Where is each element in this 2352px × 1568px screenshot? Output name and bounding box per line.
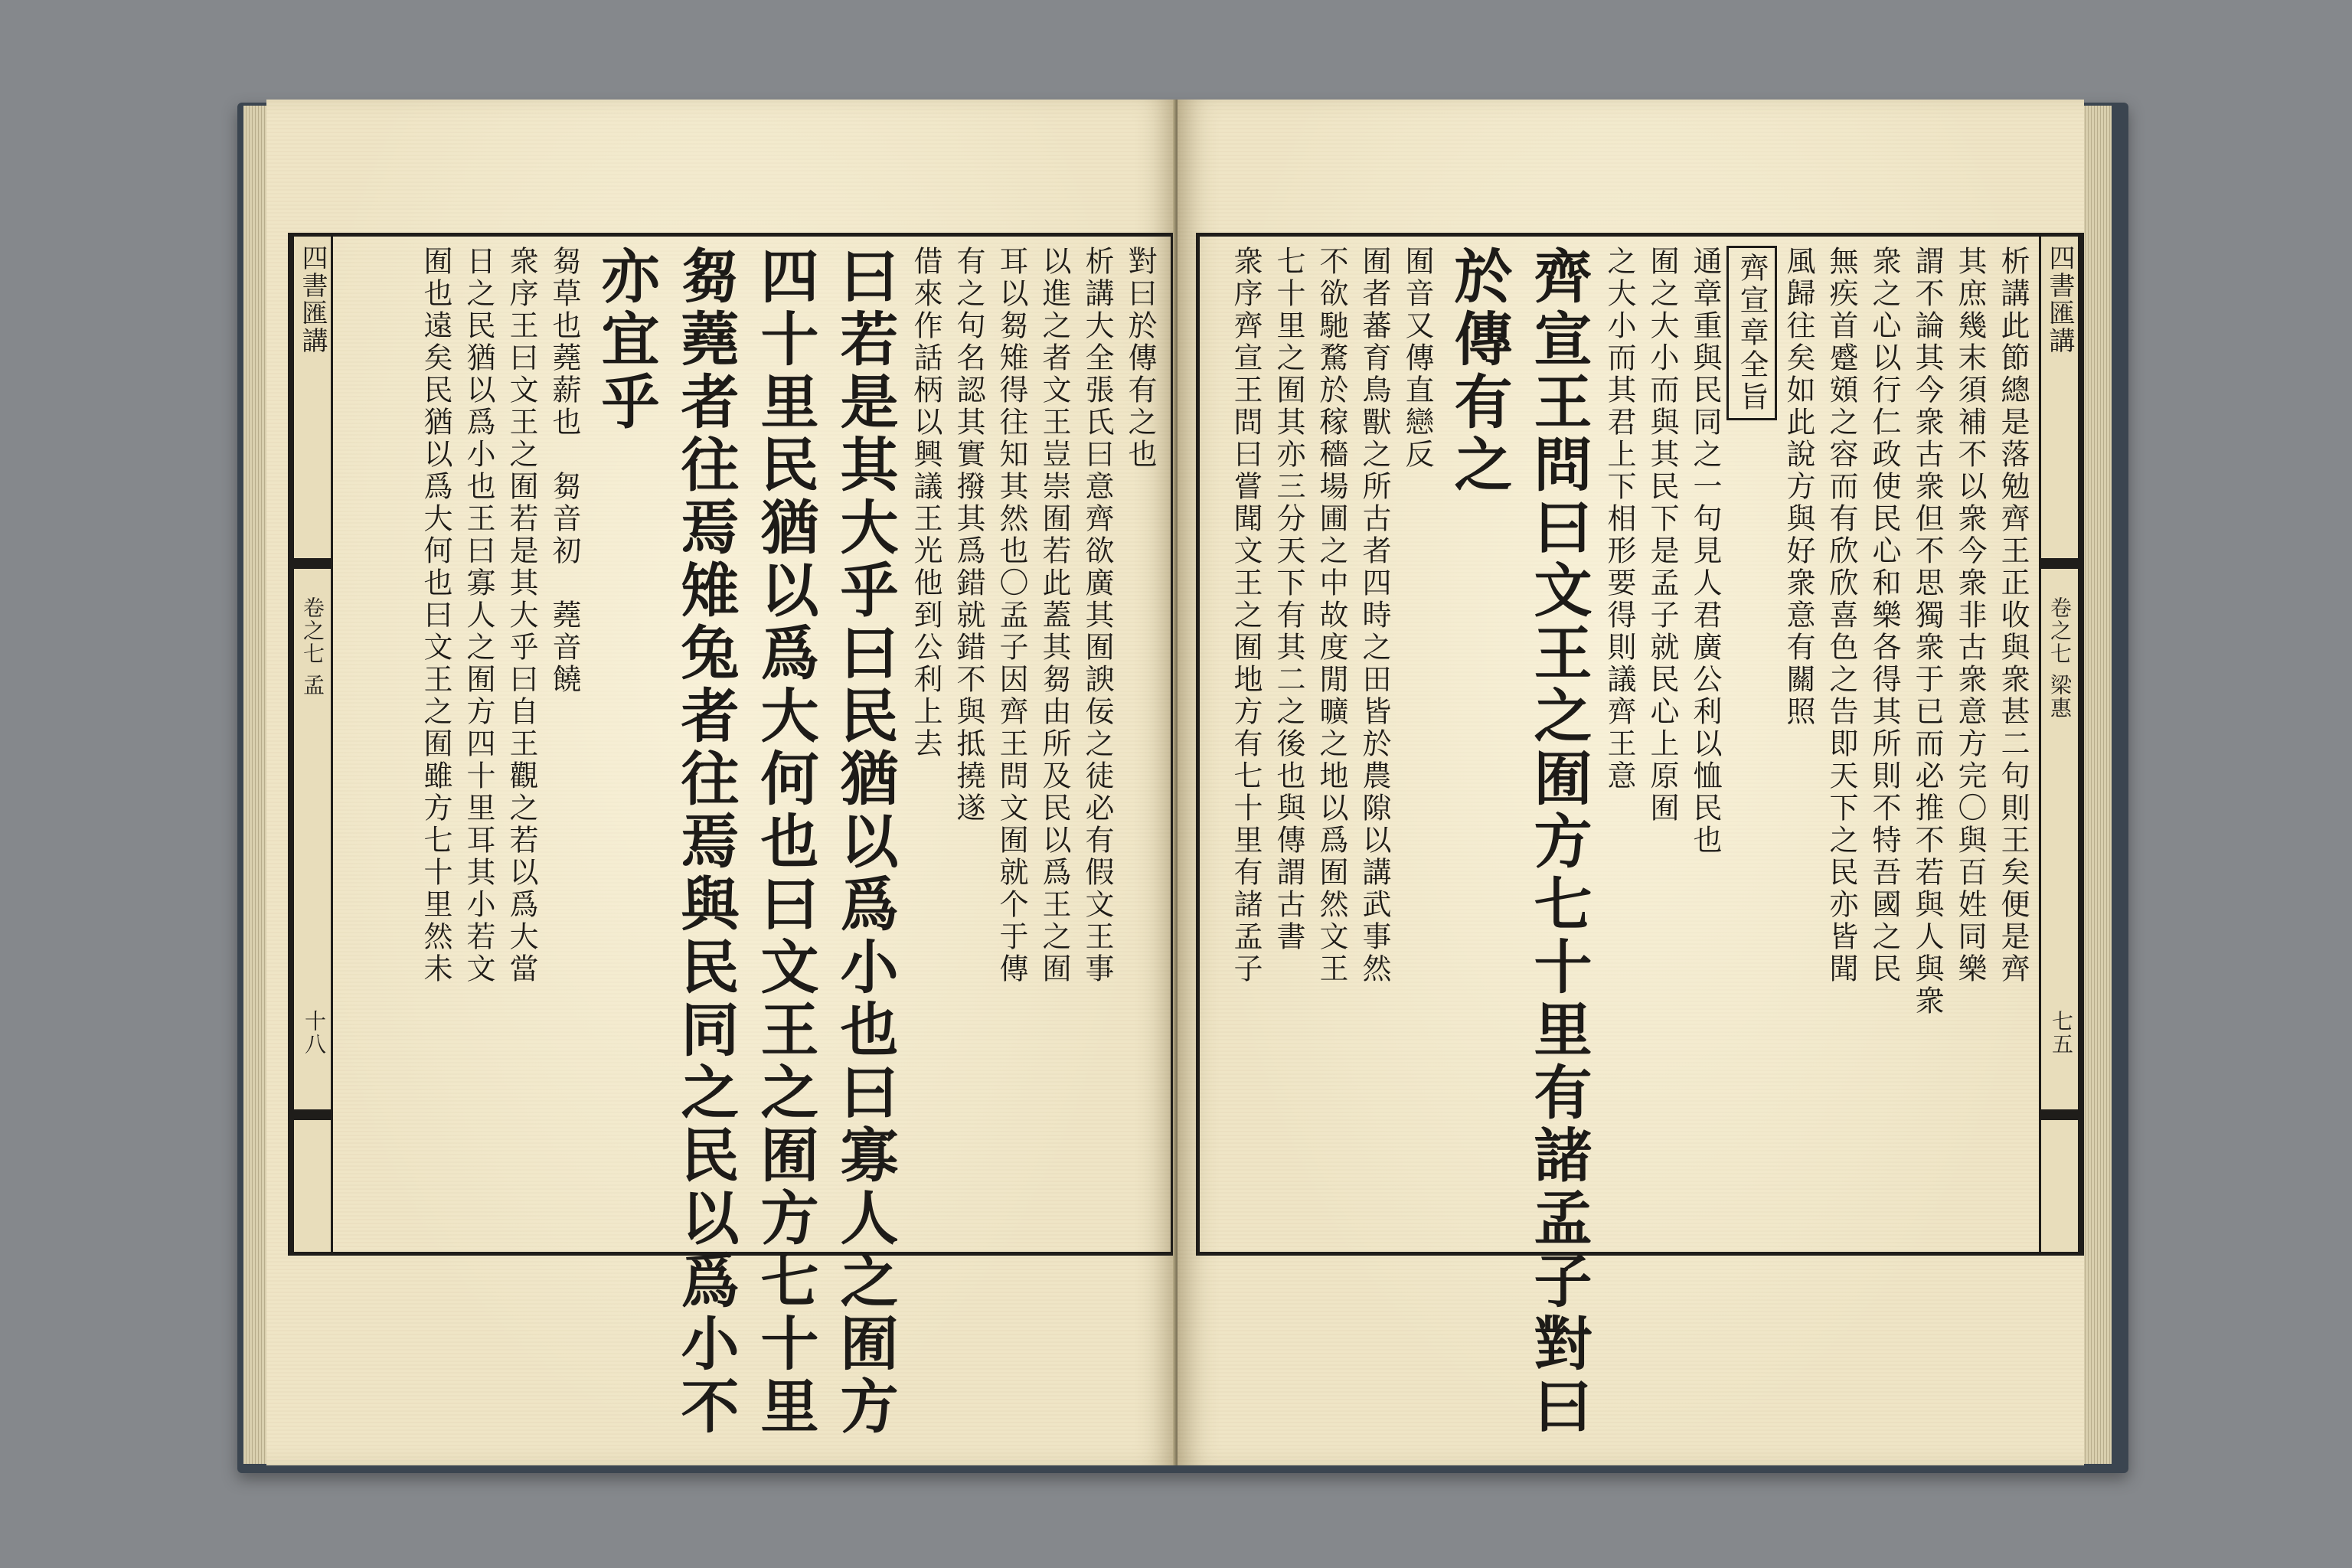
column-text: 芻草也蕘薪也 芻音初 蕘音饒	[547, 246, 581, 696]
left-page-number: 十八	[302, 1010, 327, 1056]
commentary-column	[543, 246, 586, 1243]
right-margin-volume: 卷之七 梁惠	[2047, 596, 2073, 720]
left-page-margin	[292, 237, 333, 1252]
page-edges-right	[2082, 106, 2112, 1464]
commentary-column	[457, 246, 500, 1243]
commentary-column	[947, 246, 990, 1243]
commentary-column	[1033, 246, 1076, 1243]
left-page-frame	[288, 233, 1174, 1439]
column-text: 衆序齊宣王問曰嘗聞文王之囿地方有七十里有諸孟子	[1229, 246, 1263, 985]
left-margin-title: 四書匯講	[297, 244, 328, 354]
left-margin-volume: 卷之七 孟	[300, 596, 325, 697]
commentary-column	[1863, 246, 1906, 1243]
column-text: 風歸往矣如此說方與好衆意有關照	[1782, 246, 1815, 728]
column-text: 其庶幾末須補不以衆今衆非古衆意方完〇與百姓同樂	[1953, 246, 1987, 985]
right-page-margin	[2039, 237, 2080, 1252]
column-text: 四十里民猶以爲大何也曰文王之囿方七十里	[751, 246, 819, 1439]
column-text: 對曰於傳有之也	[1123, 246, 1157, 471]
column-text: 齊宣王問曰文王之囿方七十里有諸孟子對曰	[1524, 246, 1592, 1439]
commentary-column	[1353, 246, 1396, 1243]
fish-tail-mark	[2041, 558, 2078, 569]
column-text: 囿者蕃育鳥獸之所古者四時之田皆於農隙以講武事然	[1357, 246, 1391, 985]
column-text: 以進之者文王豈崇囿若此蓋其芻由所及民以爲王之囿	[1037, 246, 1071, 985]
column-text: 日之民猶以爲小也王曰寡人之囿方四十里耳其小若文	[462, 246, 495, 985]
column-text: 耳以芻雉得往知其然也〇孟子因齊王問文囿就个于傳	[995, 246, 1028, 985]
commentary-column	[1991, 246, 2034, 1243]
column-text: 不欲馳騖於稼穡場圃之中故度閒曠之地以爲囿然文王	[1315, 246, 1348, 985]
commentary-column	[1267, 246, 1310, 1243]
main-text-column	[745, 246, 825, 1439]
right-page-text	[1209, 246, 2034, 1439]
commentary-column	[990, 246, 1033, 1243]
section-label: 齊宣章全旨	[1726, 246, 1777, 420]
commentary-column	[1310, 246, 1353, 1243]
column-text: 借來作話柄以興議王光他到公利上去	[909, 246, 942, 760]
column-text: 七十里之囿其亦三分天下有其二之後也與傳謂古書	[1272, 246, 1305, 953]
main-text-column	[1439, 246, 1518, 1243]
column-text: 芻蕘者往焉雉兔者往焉與民同之民以爲小不	[671, 246, 740, 1439]
left-page-text	[338, 246, 1161, 1439]
right-page-frame	[1196, 233, 2084, 1439]
column-text: 通章重與民同之一句見人君廣公利以恤民也	[1688, 246, 1722, 857]
commentary-column	[1224, 246, 1267, 1243]
fish-tail-mark-lower	[294, 1109, 331, 1120]
main-text-column	[665, 246, 745, 1439]
commentary-column	[1820, 246, 1863, 1243]
open-book	[243, 95, 2118, 1473]
right-page-number: 七五	[2049, 1010, 2074, 1056]
commentary-column	[904, 246, 947, 1243]
commentary-column	[1684, 246, 1726, 1243]
column-text: 有之句名認其實撥其爲錯就錯不與抵撓遂	[952, 246, 985, 825]
column-text: 曰若是其大乎曰民猶以爲小也曰寡人之囿方	[831, 246, 899, 1439]
commentary-column	[1949, 246, 1991, 1243]
column-text: 析講此節總是落勉齊王正收與衆甚二句則王矣便是齊	[1996, 246, 2030, 985]
right-page	[1178, 100, 2084, 1465]
column-text: 無疾首蹙頞之容而有欣欣喜色之告即天下之民亦皆聞	[1824, 246, 1858, 985]
left-page	[266, 100, 1176, 1465]
column-text: 衆序王曰文王之囿若是其大乎曰自王觀之若以爲大當	[505, 246, 538, 985]
commentary-column	[1598, 246, 1641, 1243]
commentary-column	[1906, 246, 1949, 1243]
column-text: 亦宜乎	[592, 246, 660, 434]
commentary-column	[1076, 246, 1119, 1243]
fish-tail-mark	[294, 558, 331, 569]
fish-tail-mark-lower	[2041, 1109, 2078, 1120]
commentary-column	[1396, 246, 1439, 1243]
commentary-column	[1777, 246, 1820, 1243]
commentary-column	[1119, 246, 1161, 1243]
commentary-column	[414, 246, 457, 1243]
commentary-column	[1726, 246, 1777, 1243]
commentary-column	[500, 246, 543, 1243]
column-text: 囿之大小而與其民下是孟子就民心上原囿	[1645, 246, 1679, 825]
main-text-column	[586, 246, 665, 1243]
right-margin-title: 四書匯講	[2044, 244, 2075, 354]
column-text: 謂不論其今衆古衆但不思獨衆于已而必推不若與人與衆	[1910, 246, 1944, 1018]
column-text: 囿音又傳直戀反	[1400, 246, 1434, 471]
main-text-column	[825, 246, 904, 1439]
main-text-column	[1518, 246, 1598, 1439]
column-text: 析講大全張氏曰意齊欲廣其囿諛佞之徒必有假文王事	[1080, 246, 1114, 985]
column-text: 囿也遠矣民猶以爲大何也曰文王之囿雖方七十里然未	[419, 246, 452, 985]
commentary-column	[1641, 246, 1684, 1243]
column-text: 之大小而其君上下相形要得則議齊王意	[1602, 246, 1636, 792]
column-text: 於傳有之	[1445, 246, 1513, 497]
column-text: 衆之心以行仁政使民心和樂各得其所則不特吾國之民	[1867, 246, 1901, 985]
